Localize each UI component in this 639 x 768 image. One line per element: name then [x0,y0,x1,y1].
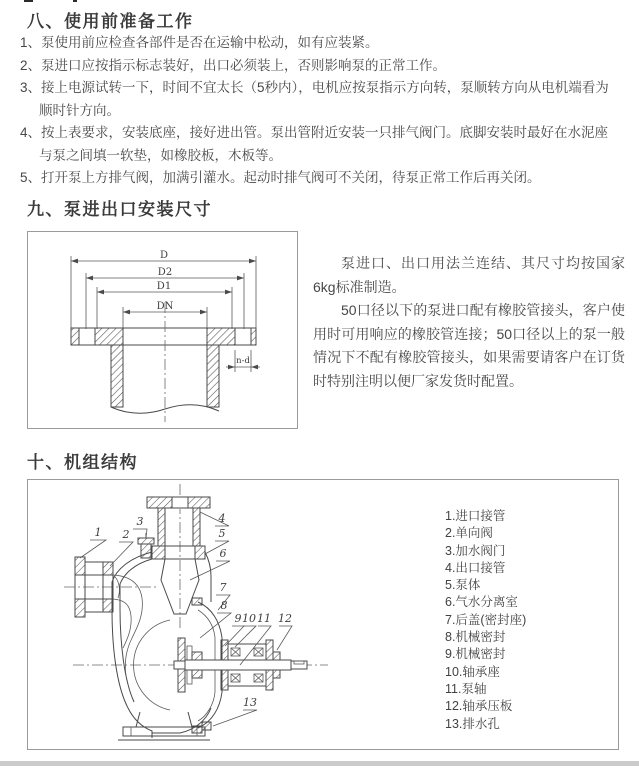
part-item-7: 7.后盖(密封座) [445,612,527,627]
callout-1: 1 [94,526,102,539]
prep-step-4: 4、按上表要求，安装底座，接好进出管。泵出管附近安装一只排气阀门。底脚安装时最好在水泥座与泵之间填一软垫，如橡胶板，木板等。 [20,125,609,163]
callout-4: 4 [218,512,226,525]
callout-6: 6 [219,547,227,560]
flange-paragraph-2: 50口径以下的泵进口配有橡胶管接头，客户使用时可用响应的橡胶管连接；50口径以上的泵一般情况下不配有橡胶管接头，如果需要请客户在订货时特别注明以便厂家发货时配置。 [313,302,625,389]
part-item-10: 10.轴承座 [445,664,500,679]
callout-5: 5 [218,527,226,540]
dim-label-n-d: n-d [236,356,250,366]
prep-step-1: 1、泵使用前应检查各部件是否在运输中松动，如有应装紧。 [20,35,379,50]
part-item-5: 5.泵体 [445,578,481,593]
callout-12: 12 [278,612,292,625]
section-8-heading: 八、使用前准备工作 [27,12,194,31]
flange-description [313,252,625,393]
callout-9: 9 [234,612,242,625]
part-item-4: 4.出口接管 [445,560,506,575]
part-item-9: 9.机械密封 [445,647,506,662]
scan-artifact [24,0,33,2]
callout-13: 13 [243,696,257,709]
flange-drawing [28,232,297,428]
section-9-heading: 九、泵进出口安装尺寸 [27,200,212,219]
part-item-3: 3.加水阀门 [445,543,506,558]
page-bottom-divider [0,761,639,766]
parts-list [445,508,526,733]
prep-step-5: 5、打开泵上方排气阀，加满引灌水。起动时排气阀可不关闭，待泵正常工作后再关闭。 [20,170,541,185]
scan-artifact [73,0,77,2]
part-item-8: 8.机械密封 [445,630,506,645]
dimension-lines [71,250,256,329]
part-item-6: 6.气水分离室 [445,595,518,610]
outlet-pipe [147,496,210,559]
dim-label-D2: D2 [157,267,173,278]
dim-label-DN: DN [156,301,174,312]
part-item-13: 13.排水孔 [445,716,500,731]
flange-plate [71,328,256,345]
preparation-steps-list [20,32,621,190]
dim-label-D1: D1 [156,281,172,292]
flange-diagram-box [27,231,298,429]
dim-label-D: D [159,250,169,261]
callout-10: 10 [242,612,256,625]
drain-hole [202,722,211,730]
callout-7: 7 [219,581,227,594]
pump-structure-box [27,479,619,750]
callout-11: 11 [257,612,271,625]
callout-8: 8 [220,599,228,612]
section-10-heading: 十、机组结构 [27,453,138,472]
callout-2: 2 [122,528,130,541]
part-item-2: 2.单向阀 [445,526,493,541]
callout-3: 3 [136,515,144,528]
part-item-11: 11.泵轴 [445,681,487,696]
part-item-12: 12.轴承压板 [445,699,513,714]
bolt-hole-dimension [226,350,260,372]
prep-step-3: 3、接上电源试转一下，时间不宜太长（5秒内），电机应按泵指示方向转，泵顺转方向从电机端看为顺时针方向。 [20,80,609,118]
part-item-1: 1.进口接管 [445,509,506,523]
flange-paragraph-1: 泵进口、出口用法兰连结、其尺寸均按国家6kg标准制造。 [313,255,625,295]
pump-drawing [28,480,458,747]
prep-step-2: 2、泵进口应按指示标志装好，出口必须装上，否则影响泵的正常工作。 [20,57,447,73]
